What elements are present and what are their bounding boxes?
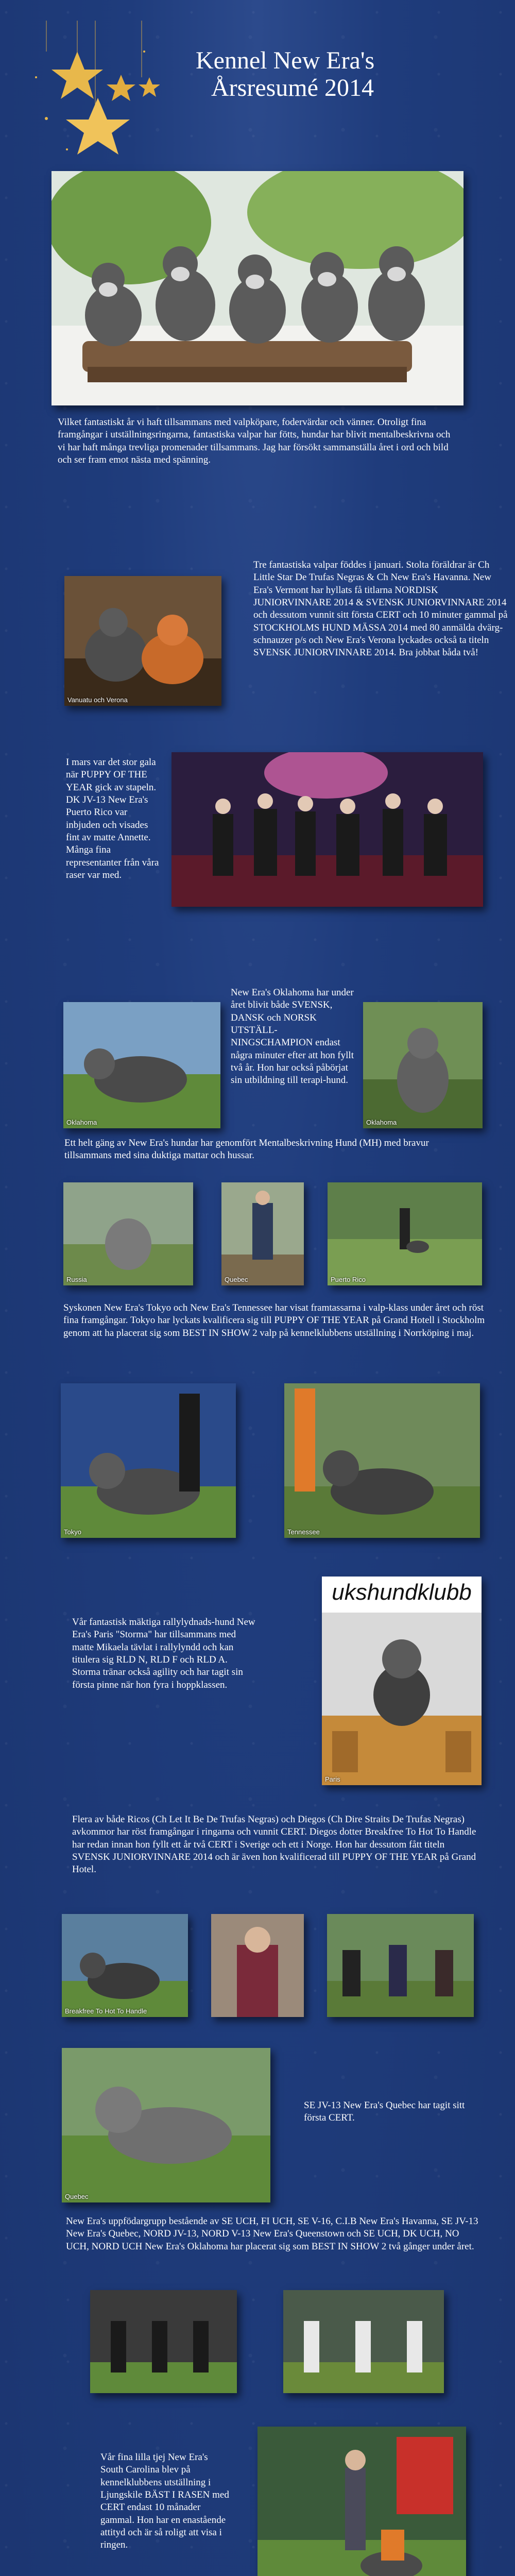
page-title xyxy=(196,47,412,102)
star-icon xyxy=(66,98,130,155)
breeder-group-photo-2 xyxy=(283,2290,444,2393)
oklahoma-photo-left xyxy=(63,1002,220,1128)
south-carolina-photo xyxy=(258,2427,466,2576)
s7-photo-3 xyxy=(327,1914,474,2017)
title-line1: Kennel New Era's xyxy=(196,47,375,74)
s4-caption3: Puerto Rico xyxy=(331,1276,366,1283)
s2-text: I mars var det stor gala när PUPPY OF THE YEAR gick av stapeln. DK JV-13 New Era's Puerto Rico var inbjuden och visades fint av matte Annette. Många fina representanter från våra raser var med. xyxy=(66,757,159,880)
s5-text: Syskonen New Era's Tokyo och New Era's Tennessee har visat framtassarna i valp-klass under året och röst fina framgångar. Tokyo har lyckats kvalificera sig till PUPPY OF THE YEAR på Grand Hotell i Stockholm genom att ha placerat sig som BEST IN SHOW 2 valp på kennelklubbens utställning i Norrköping i maj. xyxy=(63,1302,485,1338)
s9-text: New Era's uppfödargrupp bestående av SE UCH, FI UCH, SE V-16, C.I.B New Era's Havanna, SE JV-13 New Era's Quebec, NORD JV-13, NORD V-13 New Era's Queenstown och SE UCH, DK UCH, NO UCH, NORD UCH New Era's Oklahoma har placerat sig som BEST IN SHOW 2 två gånger under året. xyxy=(66,2216,478,2252)
breeder-group-photo-1 xyxy=(90,2290,237,2393)
s4-caption2: Quebec xyxy=(225,1276,248,1283)
tennessee-photo xyxy=(284,1383,480,1538)
title-line2: Årsresumé 2014 xyxy=(211,74,374,101)
paris-photo xyxy=(322,1577,482,1785)
s7-caption1: Breakfree To Hot To Handle xyxy=(65,2007,147,2015)
hero-photo xyxy=(52,171,464,405)
star-icon xyxy=(139,77,160,97)
s4-text: Ett helt gäng av New Era's hundar har genomfört Mentalbeskrivning Hund (MH) med bravur tillsammans med sina duktiga mattar och hussar. xyxy=(64,1138,429,1161)
s5-caption-left: Tokyo xyxy=(64,1528,81,1536)
quebec-photo xyxy=(62,2048,270,2202)
oklahoma-photo-right xyxy=(363,1002,483,1128)
puppy-of-the-year-photo xyxy=(171,752,483,907)
s7-text: Flera av både Ricos (Ch Let It Be De Trufas Negras) och Diegos (Ch Dire Straits De Trufas Negras) avkommor har röst framgångar i ringarna och vunnit CERT. Diegos dotter Breakfree To Hot To Handle har redan innan hon fyllt ett år två CERT i Sverige och ett i Norge. Hon har dessutom fått titeln SVENSK JUNIORVINNARE 2014 och är även hon kvalificerad till PUPPY OF THE YEAR på Grand Hotel. xyxy=(72,1814,476,1875)
s1-text: Tre fantastiska valpar föddes i januari. Stolta föräldrar är Ch Little Star De Trufas Negras & Ch New Era's Havanna. New Era's Vermont har hyllats få titlarna NORDISK JUNIORVINNARE 2014 & SVENSK JUNIORVINNARE 2014 och dessutom vunnit sitt första CERT och 10 minuter gammal på STOCKHOLMS HUND MÄSSA 2014 med 80 anmälda dvärg-schnauzer p/s och New Era's Verona lyckades också ta titeln SVENSK JUNIORVINNARE 2014. Bra jobbat båda två! xyxy=(253,560,508,658)
mh-puerto-rico-photo xyxy=(328,1182,482,1285)
s4-caption1: Russia xyxy=(66,1276,87,1283)
intro-text: Vilket fantastiskt år vi haft tillsammans med valpköpare, fodervärdar och vänner. Otroligt fina framgångar i utställningsringarna, fantastiska valpar har fötts, hundar har blivit mentalbeskrivna och vi har haft många trevliga promenader tillsammans. Jag har försökt sammanställa året i ord och bild och ser fram emot nästa med spänning. xyxy=(58,417,451,465)
vanuatu-verona-photo xyxy=(64,576,221,706)
s8-text: SE JV-13 New Era's Quebec har tagit sitt första CERT. xyxy=(304,2100,465,2124)
mh-quebec-photo xyxy=(221,1182,304,1285)
s3-text: New Era's Oklahoma har under året blivit både SVENSK, DANSK och NORSK UTSTÄLL-NINGSCHAMPION endast några minuter efter att hon fyllt två år. Hon har också påbörjat sin utbildning till terapi-hund. xyxy=(231,987,354,1086)
s6-caption: Paris xyxy=(325,1775,340,1783)
s8-caption: Quebec xyxy=(65,2193,89,2200)
mh-russia-photo xyxy=(63,1182,193,1285)
s3-caption-left: Oklahoma xyxy=(66,1118,97,1126)
decorative-stars xyxy=(15,21,160,165)
s3-caption-right: Oklahoma xyxy=(366,1118,397,1126)
s5-caption-right: Tennessee xyxy=(287,1528,320,1536)
s10-text: Vår fina lilla tjej New Era's South Carolina blev på kennelklubbens utställning i Ljungskile BÄST I RASEN med CERT endast 10 månader gammal. Hon har en enastående attityd och är så roligt att visa i ringen. xyxy=(100,2452,229,2551)
star-icon xyxy=(107,75,135,101)
tokyo-photo xyxy=(61,1383,236,1538)
s6-text: Vår fantastisk mäktiga rallylydnads-hund New Era's Paris "Storma" har tillsammans med matte Mikaela tävlat i rallylyndd och kan titulera sig RLD N, RLD F och RLD A. Storma tränar också agility och har tagit sin första pinne när hon fyra i hoppklassen. xyxy=(72,1617,255,1690)
s7-photo-2 xyxy=(211,1914,304,2017)
s1-caption: Vanuatu och Verona xyxy=(67,696,128,704)
breakfree-photo xyxy=(62,1914,188,2017)
s6-banner: ukshundklubb xyxy=(332,1580,472,1605)
